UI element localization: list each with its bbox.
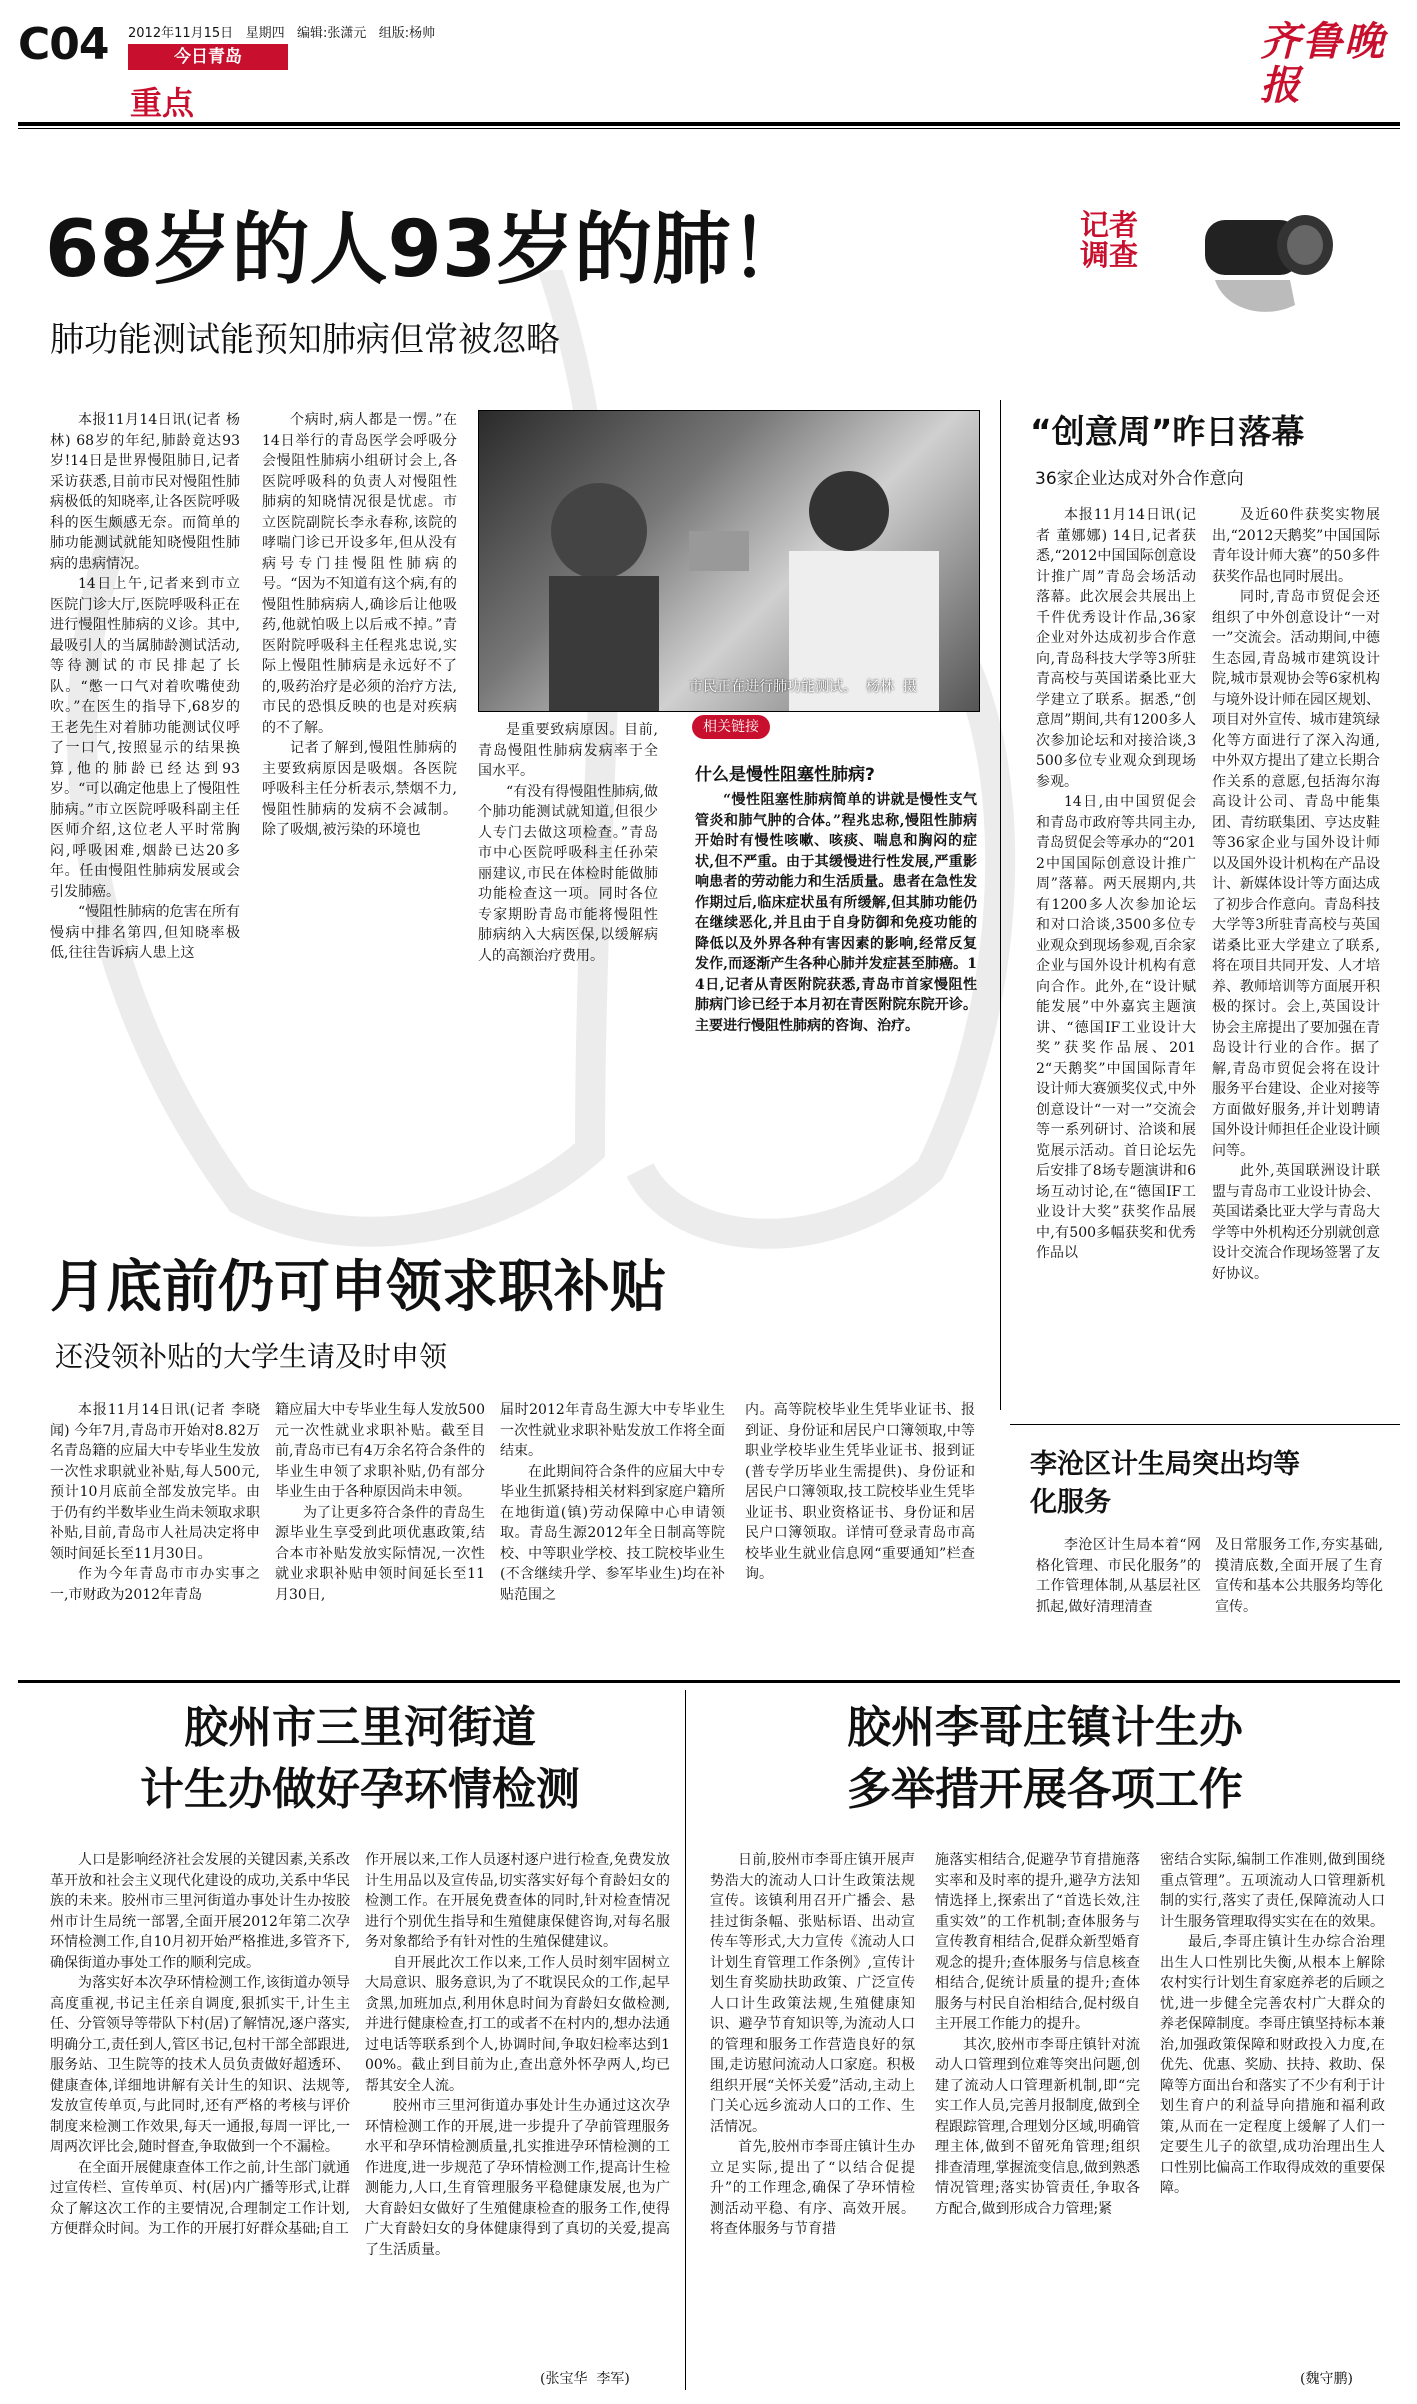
paragraph: 14日上午,记者来到市立医院门诊大厅,医院呼吸科正在进行慢阻性肺病的义诊。其中,最吸引人的当属肺龄测试活动,等待测试的市民排起了长队。“憋一口气对着吹嘴使劲吹。”在医生的指导下,68岁的王老先生对着肺功能测试仪呼了一口气,按照显示的结果换算,他的肺龄已经达到93岁。“可以确定他患上了慢阻性肺病。”市立医院呼吸科副主任医师介绍,这位老人平时常胸闷,呼吸困难,烟龄已达20多年。任由慢阻性肺病发展或会引发肺癌。	[50, 576, 240, 900]
paragraph: 及近60件获奖实物展出,“2012天鹅奖”中国国际青年设计师大赛”的50多件获奖作品也同时展出。	[1212, 507, 1380, 585]
paragraph: 首先,胶州市李哥庄镇计生办立足实际,提出了“以结合促提升”的工作理念,确保了孕环情检测活动平稳、有序、高效开展。将查体服务与节育措	[710, 2139, 915, 2237]
paragraph: 施落实相结合,促避孕节育措施落实率和及时率的提升,避孕方法知情选择上,探索出了“首选长效,注重实效”的工作机制;查体服务与宣传教育相结合,促群众新型婚育观念的提升;查体服务与信息核查相结合,促统计质量的提升;查体服务与村民自治相结合,促村级自主开展工作能力的提升。	[935, 1852, 1140, 2032]
story4-column-1	[50, 1400, 260, 1605]
paragraph: 是重要致病原因。目前,青岛慢阻性肺病发病率于全国水平。	[478, 722, 658, 779]
photo-illustration	[479, 411, 979, 711]
paragraph: 最后,李哥庄镇计生办综合治理出生人口性别比失衡,从根本上解除农村实行计划生育家庭养老的后顾之忧,进一步健全完善农村广大群众的养老保障制度。李哥庄镇坚持标本兼治,加强政策保障和财政投入力度,在优先、优惠、奖励、扶持、救助、保障等方面出台和落实了不少有利于计划生育户的利益导向措施和福利政策,从而在一定程度上缓解了人们一定要生儿子的欲望,成功治理出生人口性别比偏高工作取得成效的重要保障。	[1160, 1934, 1385, 2196]
badge-text: 记者调查	[1080, 208, 1139, 272]
byline: (魏守鹏)	[1300, 2371, 1353, 2387]
headline-line-2: 多举措开展各项工作	[847, 1764, 1243, 1815]
story6-column-1	[710, 1850, 915, 2240]
headline: 68岁的人93岁的肺！	[45, 205, 809, 295]
story6-column-3	[1160, 1850, 1385, 2199]
paragraph: 其次,胶州市李哥庄镇针对流动人口管理到位难等突出问题,创建了流动人口管理新机制,即“完实工作人员,完善月报制度,做到全程跟踪管理,合理划分区域,明确管理主体,做到不留死角管理;组织排查清理,掌握流变信息,做到熟悉情况管理;落实协管责任,争取各方配合,做到形成合力管理;紧	[935, 2036, 1140, 2217]
section-name: 重点	[130, 84, 195, 122]
paragraph: 记者了解到,慢阻性肺病的主要致病原因是吸烟。各医院呼吸科主任分析表示,禁烟不力,慢阻性肺病的发病不会减制。除了吸烟,被污染的环境也	[262, 740, 457, 838]
masthead-rule	[18, 122, 1400, 126]
byline: (张宝华 李军)	[540, 2371, 630, 2387]
headline-line-2: 计生办做好孕环情检测	[140, 1764, 580, 1815]
paragraph: 为落实好本次孕环情检测工作,该街道办领导高度重视,书记主任亲自调度,狠抓实干,计生主任、分管领导等带队下村(居)了解情况,逐户落实,明确分工,责任到人,管区书记,包村干部全部跟进,服务站、卫生院等的技术人员负责做好超透环、健康查体,详细地讲解有关计生的知识、法规等,发放宣传单页,与此同时,还有严格的考核与评价制度来检测工作效果,每天一通报,每周一评比,一周两次评比会,随时督查,争取做到一个不漏检。	[50, 1975, 350, 2155]
headline: 李沧区计生局突出均等化服务	[1030, 1449, 1300, 1518]
paragraph: 在此期间符合条件的应届大中专毕业生抓紧持相关材料到家庭户籍所在地街道(镇)劳动保障中心申请领取。青岛生源2012年全日制高等院校、中等职业学校、技工院校毕业生(不含继续升学、参军毕业生)均在补贴范围之	[500, 1463, 725, 1603]
headline: “创意周”昨日落幕	[1030, 412, 1305, 451]
badge-reporter-investigation	[1080, 205, 1390, 325]
page-code: C04	[18, 19, 109, 70]
paragraph: 密结合实际,编制工作准则,做到围绕重点管理”。五项流动人口管理新机制的实行,落实了责任,保障流动人口计生服务管理取得实实在在的效果。	[1160, 1852, 1385, 1930]
section-tag: 今日青岛	[128, 44, 288, 70]
headline-line-1: 胶州李哥庄镇计生办	[847, 1702, 1243, 1753]
paragraph: 本报11月14日讯(记者 李晓闻) 今年7月,青岛市开始对8.82万名青岛籍的应届大中专毕业生发放一次性求职就业补贴,每人500元,预计10月底前全部发放完毕。由于仍有约半数毕业生尚未领取求职补贴,目前,青岛市人社局决定将申领时间延长至11月30日。	[50, 1402, 260, 1562]
story5-column-1	[50, 1850, 350, 2240]
paragraph: 此外,英国联洲设计联盟与青岛市工业设计协会、英国诺桑比亚大学与青岛大学等中外机构还分别就创意设计交流合作现场签署了友好协议。	[1212, 1163, 1380, 1282]
camera-icon	[1175, 205, 1375, 325]
paragraph: “慢阻性肺病的危害在所有慢病中排名第四,但知晓率极低,往往告诉病人患上这	[50, 904, 240, 961]
section-divider-bottom	[18, 1680, 1400, 1683]
section-divider	[1010, 1424, 1400, 1425]
vertical-divider-bottom	[685, 1690, 686, 2390]
photo-caption: 市民正在进行肺功能测试。 杨林 摄	[689, 679, 917, 695]
subhead: 还没领补贴的大学生请及时申领	[55, 1340, 448, 1373]
subhead: 36家企业达成对外合作意向	[1035, 469, 1244, 489]
paragraph: 内。高等院校毕业生凭毕业证书、报到证、身份证和居民户口簿领取,中等职业学校毕业生凭毕业证书、报到证(普专学历毕业生需提供)、身份证和居民户口簿领取,技工院校毕业生凭毕业证书、职业资格证书、身份证和居民户口簿领取。详情可登录青岛市高校毕业生就业信息网“重要通知”栏查询。	[745, 1402, 975, 1582]
paragraph: 本报11月14日讯(记者 杨林) 68岁的年纪,肺龄竟达93岁!14日是世界慢阻肺日,记者采访获悉,目前市民对慢阻性肺病极低的知晓率,让各医院呼吸科的医生颇感无奈。而简单的肺功能测试就能知晓慢阻性肺病的患病情况。	[50, 412, 240, 572]
dateline: 2012年11月15日 星期四 编辑:张潇元 组版:杨帅	[128, 26, 436, 41]
paragraph: 在全面开展健康查体工作之前,计生部门就通过宣传栏、宣传单页、村(居)内广播等形式,让群众了解这次工作的主要情况,合理制定工作计划,方便群众时间。为工作的开展打好群众基础;自工	[50, 2159, 350, 2237]
story1-column-3	[478, 720, 658, 966]
paragraph: 自开展此次工作以来,工作人员时刻牢固树立大局意识、服务意识,为了不耽误民众的工作,起早贪黑,加班加点,利用休息时间为育龄妇女做检测,并进行健康检查,打工的或者不在村内的,想办法通过电话等联系到个人,协调时间,争取妇检率达到100%。截止到目前为止,查出意外怀孕两人,均已帮其安全人流。	[365, 1954, 670, 2094]
story2-column-2	[1212, 505, 1380, 1284]
paragraph: 作开展以来,工作人员逐村逐户进行检查,免费发放计生用品以及宣传品,切实落实好每个育龄妇女的检测工作。在开展免费查体的同时,针对检查情况进行个别优生指导和生殖健康保健咨询,对每名服务对象都给予有针对性的生殖保健建议。	[365, 1852, 670, 1950]
paragraph: 14日,由中国贸促会和青岛市政府等共同主办,青岛贸促会等承办的“2012中国国际创意设计推广周”落幕。两天展期内,共有1200多人次参加论坛和对口洽谈,3500多位专业观众到现场参观,百余家企业与国外设计机构有意向合作。此外,在“设计赋能发展”中外嘉宾主题演讲、“德国IF工业设计大奖”获奖作品展、2012“天鹅奖”中国国际青年设计师大赛颁奖仪式,中外创意设计“一对一”交流会等一系列研讨、洽谈和展览展示活动。首日论坛先后安排了8场专题演讲和6场互动讨论,在“德国IF工业设计大奖”获奖作品展中,有500多幅获奖和优秀作品以	[1036, 794, 1196, 1261]
masthead-rule-thin	[18, 128, 1400, 129]
story2-column-1	[1036, 505, 1196, 1264]
story3-column-1	[1036, 1535, 1201, 1617]
paragraph: 本报11月14日讯(记者 董娜娜) 14日,记者获悉,“2012中国国际创意设计推广周”青岛会场活动落幕。此次展会共展出上千件优秀设计作品,36家企业对外达成初步合作意向,青岛科技大学等3所驻青高校与英国诺桑比亚大学建立了联系。据悉,“创意周”期间,共有1200多人次参加论坛和对接洽谈,3500多位专业观众到现场参观。	[1036, 507, 1196, 790]
paragraph: “慢性阻塞性肺病简单的讲就是慢性支气管炎和肺气肿的合体。”程兆忠称,慢阻性肺病开始时有慢性咳嗽、咳痰、喘息和胸闷的症状,但不严重。由于其缓慢进行性发展,严重影响患者的劳动能力和生活质量。患者在急性发作期过后,临床症状虽有所缓解,但其肺功能仍在继续恶化,并且由于自身防御和免疫功能的降低以及外界各种有害因素的影响,经常反复发作,而逐渐产生各种心肺并发症甚至肺癌。14日,记者从青医附院获悉,青岛市首家慢阻性肺病门诊已经于本月初在青医附院东院开诊。主要进行慢阻性肺病的咨询、治疗。	[695, 792, 977, 1034]
paragraph: 届时2012年青岛生源大中专毕业生一次性就业求职补贴发放工作将全面结束。	[500, 1402, 725, 1459]
paragraph: 人口是影响经济社会发展的关键因素,关系改革开放和社会主义现代化建设的成功,关系中华民族的未来。胶州市三里河街道办事处计生办按胶州市计生局统一部署,全面开展2012年第二次孕环情检测工作,自10月初开始严格推进,多管齐下,确保街道办事处工作的顺利完成。	[50, 1852, 350, 1971]
paper-name-logo: 齐鲁晚报	[1260, 18, 1386, 109]
photo-lung-test	[478, 410, 980, 712]
story1-column-1	[50, 410, 240, 964]
story6-column-2	[935, 1850, 1140, 2219]
paragraph: 个病时,病人都是一愣。”在14日举行的青岛医学会呼吸分会慢阻性肺病小组研讨会上,各医院呼吸科的负责人对慢阻性肺病的知晓情况很是忧虑。市立医院副院长李永春称,该院的哮喘门诊已开设多年,但从没有病号专门挂慢阻性肺病的号。“因为不知道有这个病,有的慢阻性肺病病人,确诊后让他吸药,他就怕吸上以后戒不掉。”青医附院呼吸科主任程兆忠说,实际上慢阻性肺病是永远好不了的,吸药治疗是必须的治疗方法,市民的恐惧反映的也是对疾病的不了解。	[262, 412, 457, 736]
paragraph: 作为今年青岛市市办实事之一,市财政为2012年青岛	[50, 1566, 260, 1603]
headline-line-1: 胶州市三里河街道	[184, 1702, 536, 1753]
paragraph: “有没有得慢阻性肺病,做个肺功能测试就知道,但很少人专门去做这项检查。”青岛市中心医院呼吸科主任孙荣丽建议,市民在体检时能做肺功能检查这一项。同时各位专家期盼青岛市能将慢阻性肺病纳入大病医保,以缓解病人的高额治疗费用。	[478, 783, 658, 964]
story4-column-4	[745, 1400, 975, 1585]
paragraph: 李沧区计生局本着“网格化管理、市民化服务”的工作管理体制,从基层社区抓起,做好清理清查	[1036, 1537, 1201, 1615]
story4-column-3	[500, 1400, 725, 1605]
paragraph: 为了让更多符合条件的青岛生源毕业生享受到此项优惠政策,结合本市补贴发放实际情况,一次性就业求职补贴申领时间延长至11月30日,	[275, 1504, 485, 1603]
related-link-tag: 相关链接	[692, 715, 770, 739]
sidebar-title: 什么是慢性阻塞性肺病?	[695, 765, 875, 785]
paragraph: 日前,胶州市李哥庄镇开展声势浩大的流动人口计生政策法规宣传。该镇利用召开广播会、悬挂过街条幅、张贴标语、出动宣传车等形式,大力宣传《流动人口计划生育管理工作条例》,宣传计划生育奖励扶助政策、广泛宣传人口计生政策法规,生殖健康知识、避孕节育知识等,为流动人口的管理和服务工作营造良好的氛围,走访慰问流动人口家庭。积极组织开展“关怀关爱”活动,主动上门关心远乡流动人口的工作、生活情况。	[710, 1852, 915, 2135]
paragraph: 及日常服务工作,夯实基础,摸清底数,全面开展了生育宣传和基本公共服务均等化宣传。	[1215, 1537, 1383, 1615]
paragraph: 籍应届大中专毕业生每人发放500元一次性就业求职补贴。截至目前,青岛市已有4万余名符合条件的毕业生申领了求职补贴,仍有部分毕业生由于各种原因尚未申领。	[275, 1402, 485, 1500]
vertical-divider-top	[1000, 400, 1001, 1410]
story1-column-2	[262, 410, 457, 841]
headline: 月底前仍可申领求职补贴	[50, 1255, 666, 1320]
sidebar-body	[695, 790, 977, 1036]
story4-column-2	[275, 1400, 485, 1605]
subhead: 肺功能测试能预知肺病但常被忽略	[50, 320, 560, 360]
story5-column-2	[365, 1850, 670, 2260]
story3-column-2	[1215, 1535, 1383, 1617]
paragraph: 胶州市三里河街道办事处计生办通过这次孕环情检测工作的开展,进一步提升了孕前管理服务水平和孕环情检测质量,扎实推进孕环情检测的工作进度,进一步规范了孕环情检测工作,提高计生检测能力,人口,生育管理服务平稳健康发展,也为广大育龄妇女做好了生殖健康检查的服务工作,使得广大育龄妇女的身体健康得到了真切的关爱,提高了生活质量。	[365, 2098, 670, 2258]
paragraph: 同时,青岛市贸促会还组织了中外创意设计“一对一”交流会。活动期间,中德生态园,青岛城市建筑设计院,城市景观协会等6家机构与境外设计师在园区规划、项目对外宣传、城市建筑绿化等方面进行了深入沟通,中外双方提出了建立长期合作关系的意愿,包括海尔海高设计公司、青岛中能集团、青纺联集团、亨达皮鞋等36家企业与国外设计师以及国外设计机构在产品设计、新媒体设计等方面达成了初步合作意向。青岛科技大学等3所驻青高校与英国诺桑比亚大学建立了联系,将在项目共同开发、人才培养、教师培训等方面展开积极的探讨。会上,英国设计协会主席提出了要加强在青岛设计行业的合作。据了解,青岛市贸促会将在设计服务平台建设、企业对接等方面做好服务,并计划聘请国外设计师担任企业设计顾问等。	[1212, 589, 1380, 1159]
